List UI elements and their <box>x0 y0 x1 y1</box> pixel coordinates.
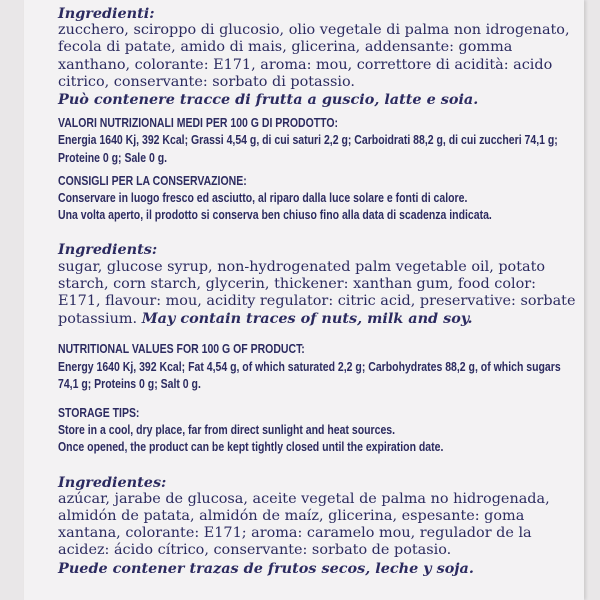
ingredients-line: acidez: ácido cítrico, conservante: sorbato de potasio. <box>58 542 452 559</box>
storage-heading-en: STORAGE TIPS: <box>58 405 140 421</box>
storage-line: Once opened, the product can be kept tightly closed until the expiration date. <box>58 439 444 455</box>
ingredients-line <box>58 310 600 328</box>
ingredients-line: starch, corn starch, glycerin, thickener: xanthan gum, food color: <box>58 275 536 292</box>
allergen-note-es: Puede contener trazas de frutos secos, leche y soja. <box>58 559 474 577</box>
nutrition-line: Energia 1640 Kj, 392 Kcal; Grassi 4,54 g, di cui saturi 2,2 g; Carboidrati 88,2 g, di cui zuccheri 74,1 g; <box>58 132 558 148</box>
ingredients-line: citrico, conservante: sorbato di potassio. <box>58 73 355 90</box>
storage-heading-it: CONSIGLI PER LA CONSERVAZIONE: <box>58 172 247 188</box>
ingredients-heading-es: Ingredientes: <box>58 473 167 491</box>
spanish-ingredients <box>58 474 600 577</box>
ingredients-line: zucchero, sciroppo di glucosio, olio vegetale di palma non idrogenato, <box>58 22 570 39</box>
english-ingredients <box>58 241 600 328</box>
ingredients-line: xantana, colorante: E171; aroma: caramelo mou, regulador de la <box>58 525 532 542</box>
ingredients-last-segment: potassium. <box>58 311 142 328</box>
allergen-note-en: May contain traces of nuts, milk and soy. <box>141 310 473 328</box>
label-text <box>58 5 600 577</box>
italian-ingredients <box>58 5 600 108</box>
nutrition-heading-en: NUTRITIONAL VALUES FOR 100 G OF PRODUCT: <box>58 341 305 357</box>
nutrition-line: Proteine 0 g; Sale 0 g. <box>58 149 168 165</box>
ingredients-heading-it: Ingredienti: <box>58 5 155 22</box>
ingredients-line: fecola di patate, amido di mais, glicerina, addensante: gomma <box>58 39 513 56</box>
ingredients-line: almidón de patata, almidón de maíz, glicerina, espesante: goma <box>58 508 525 525</box>
ingredients-line: E171, flavour: mou, acidity regulator: citric acid, preservative: sorbate <box>58 293 576 310</box>
nutrition-line: 74,1 g; Proteins 0 g; Salt 0 g. <box>58 375 201 391</box>
ingredients-line: xanthano, colorante: E171, aroma: mou, correttore di acidità: acido <box>58 56 553 73</box>
ingredients-line: azúcar, jarabe de glucosa, aceite vegetal de palma no hidrogenada, <box>58 490 550 507</box>
nutrition-heading-it: VALORI NUTRIZIONALI MEDI PER 100 G DI PRODOTTO: <box>58 115 339 131</box>
allergen-note-it: Può contenere tracce di frutta a guscio, latte e soia. <box>58 91 479 109</box>
storage-line: Store in a cool, dry place, far from direct sunlight and heat sources. <box>58 422 396 438</box>
nutrition-line: Energy 1640 Kj, 392 Kcal; Fat 4,54 g, of which saturated 2,2 g; Carbohydrates 88,2 g, of which sugars <box>58 358 561 374</box>
product-label <box>24 0 584 600</box>
storage-line: Una volta aperto, il prodotto si conserva ben chiuso fino alla data di scadenza indicata. <box>58 207 492 223</box>
ingredients-heading-en: Ingredients: <box>58 241 158 259</box>
ingredients-line: sugar, glucose syrup, non-hydrogenated palm vegetable oil, potato <box>58 258 546 275</box>
storage-line: Conservare in luogo fresco ed asciutto, al riparo dalla luce solare e fonti di calore. <box>58 190 468 206</box>
